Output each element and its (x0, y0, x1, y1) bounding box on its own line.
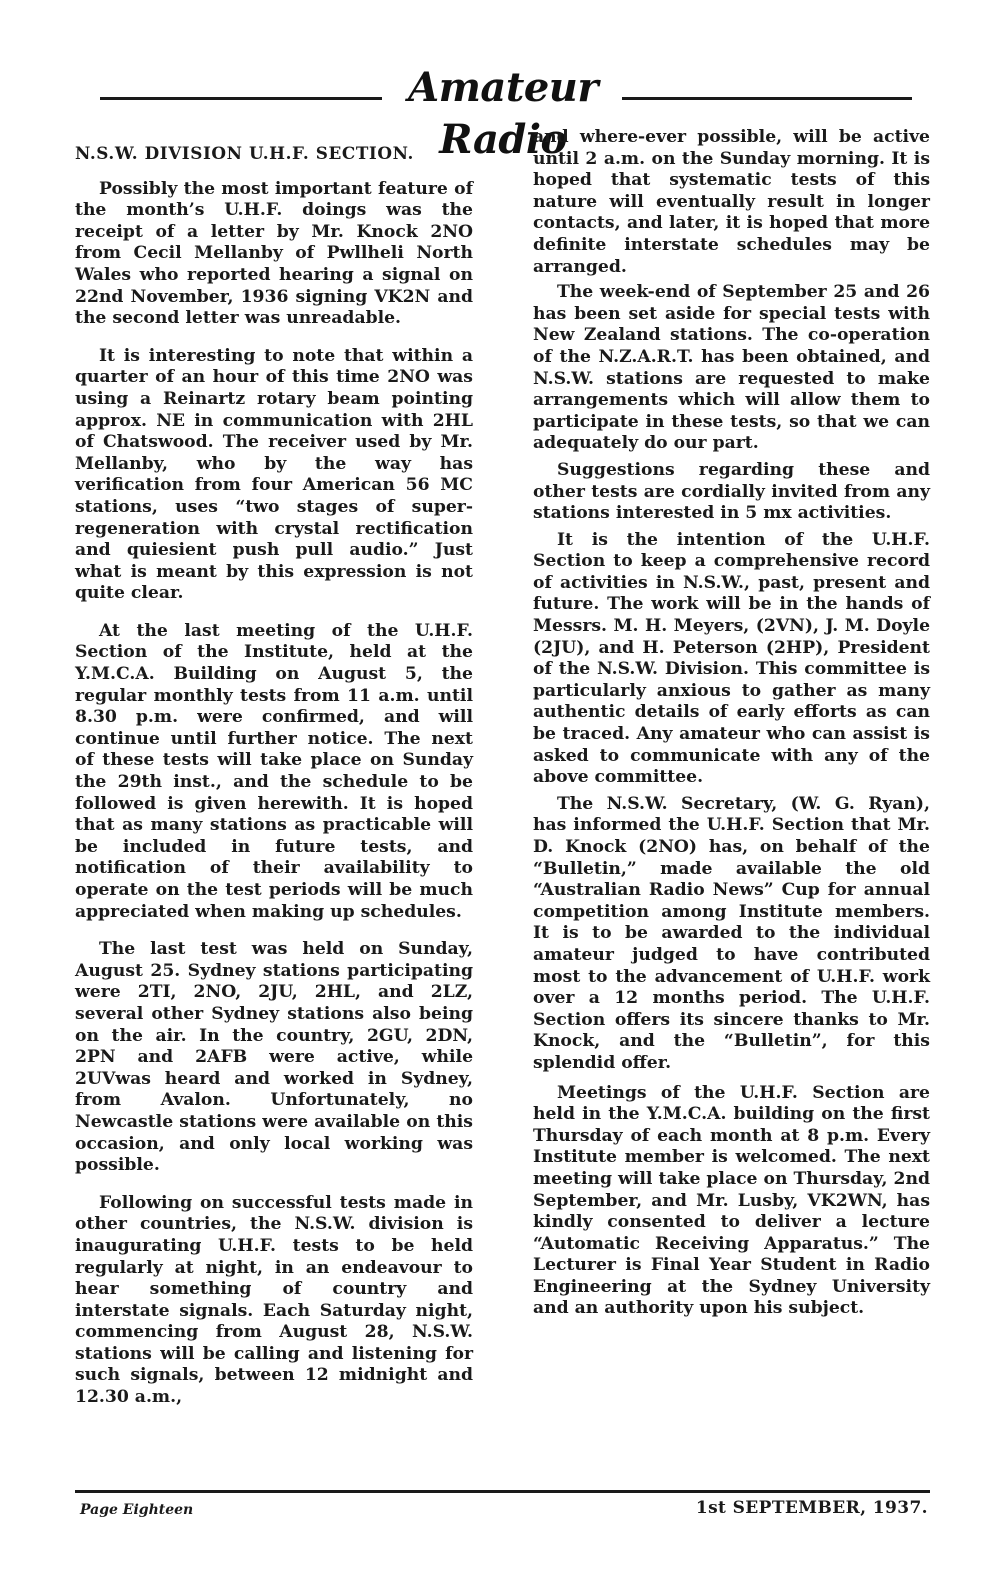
left-column (75, 127, 473, 1425)
footer-rule (75, 1490, 930, 1493)
paragraph-meetings: Meetings of the U.H.F. Section are held in the Y.M.C.A. building on the first Thursday of each month at 8 p.m. Every Institute member is welcomed. The next meeting will take place on Thursday, 2nd September, and Mr. Lusby, VK2WN, has kindly consented to deliver a lecture “Automatic Receiving Apparatus.” The Lecturer is Final Year Student in Radio Engineering at the Sydney University and an authority upon his subject. (533, 1082, 930, 1319)
paragraph-monthly-tests: At the last meeting of the U.H.F. Section of the Institute, held at the Y.M.C.A. Building on August 5, the regular monthly tests from 11 a.m. until 8.30 p.m. were confirmed, and will continue until further notice. The next of these tests will take place on Sunday the 29th inst., and the schedule to be followed is given herewith. It is hoped that as many stations as practicable will be included in future tests, and notification of their availability to operate on the test periods will be much appreciated when making up schedules. (75, 620, 473, 922)
right-column (533, 127, 930, 1325)
paragraph-last-test: The last test was held on Sunday, August 25. Sydney stations participating were 2TI, 2NO, 2JU, 2HL, and 2LZ, several other Sydney stations also being on the air. In the country, 2GU, 2DN, 2PN and 2AFB were active, while 2UVwas heard and worked in Sydney, from Avalon. Unfortunately, no Newcastle stations were available on this occasion, and only local working was possible. (75, 939, 473, 1176)
section-heading: N.S.W. DIVISION U.H.F. SECTION. (75, 143, 414, 163)
paragraph-reinartz-beam: It is interesting to note that within a quarter of an hour of this time 2NO was using a Reinartz rotary beam pointing approx. NE in communication with 2HL of Chatswood. The receiver used by Mr. Mellanby, who by the way has verification from four American 56 MC stations, uses “two stages of super-regeneration with crystal rectification and quiesient push pull audio.” Just what is meant by this expression is not quite clear. (75, 345, 473, 604)
masthead-title: Amateur Radio (408, 64, 598, 163)
paragraph-letter-from-mellanby: Possibly the most important feature of the month’s U.H.F. doings was the receipt of a letter by Mr. Knock 2NO from Cecil Mellanby of Pwllheli North Wales who reported hearing a signal on 22nd November, 1936 signing VK2N and the second letter was unreadable. (75, 178, 473, 329)
paragraph-night-tests-continued: and where-ever possible, will be active until 2 a.m. on the Sunday morning. It is hoped that systematic tests of this nature will eventually result in longer contacts, and later, it is hoped that more definite interstate schedules may be arranged. (533, 127, 930, 277)
paragraph-new-zealand-tests: The week-end of September 25 and 26 has been set aside for special tests with New Zealand stations. The co-operation of the N.Z.A.R.T. has been obtained, and N.S.W. stations are requested to make arrangements which will allow them to participate in these tests, so that we can adequately do our part. (533, 282, 930, 454)
issue-date: 1st SEPTEMBER, 1937. (695, 1498, 928, 1518)
paragraph-night-tests: Following on successful tests made in other countries, the N.S.W. division is inaugurating U.H.F. tests to be held regularly at night, in an endeavour to hear something of country and interstate signals. Each Saturday night, commencing from August 28, N.S.W. stations will be calling and listening for such signals, between 12 midnight and 12.30 a.m., (75, 1192, 473, 1408)
masthead-rule-right (622, 97, 912, 100)
paragraph-bulletin-cup: The N.S.W. Secretary, (W. G. Ryan), has informed the U.H.F. Section that Mr. D. Knock (2NO) has, on behalf of the “Bulletin,” made available the old “Australian Radio News” Cup for annual competition among Institute members. It is to be awarded to the individual amateur judged to have contributed most to the advancement of U.H.F. work over a 12 months period. The U.H.F. Section offers its sincere thanks to Mr. Knock, and the “Bulletin”, for this splendid offer. (533, 793, 930, 1073)
masthead-rule-left (100, 97, 382, 100)
paragraph-records-committee: It is the intention of the U.H.F. Section to keep a comprehensive record of activities in N.S.W., past, present and future. The work will be in the hands of Messrs. M. H. Meyers, (2VN), J. M. Doyle (2JU), and H. Peterson (2HP), President of the N.S.W. Division. This committee is particularly anxious to gather as many authentic details of early efforts as can be traced. Any amateur who can assist is asked to communicate with any of the above committee. (533, 529, 930, 788)
page-number: Page Eighteen (80, 1502, 194, 1518)
paragraph-suggestions: Suggestions regarding these and other tests are cordially invited from any stations interested in 5 mx activities. (533, 459, 930, 524)
